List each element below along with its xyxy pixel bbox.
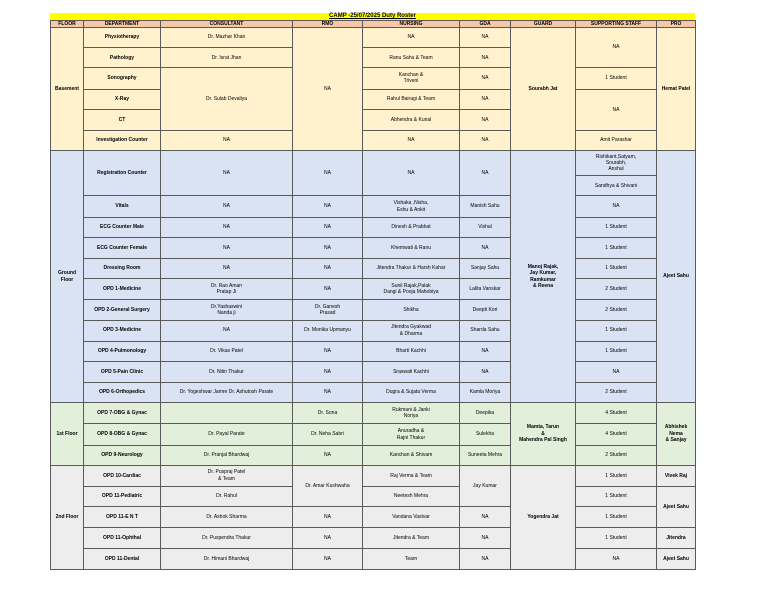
header-nursing: NURSING — [363, 21, 460, 28]
support-cell: 1 Student — [576, 528, 657, 548]
gda-cell: Jay Kumar — [460, 465, 511, 506]
gda-cell: Vishal — [460, 217, 511, 237]
table-row — [51, 403, 696, 424]
pro-cell: Hemat Patel — [657, 28, 696, 151]
consultant-cell: Dr. Sulab Devaliya — [161, 68, 293, 131]
floor-second: 2nd Floor — [51, 465, 84, 569]
rmo-cell: NA — [293, 279, 363, 300]
department-cell: Physiotherapy — [84, 28, 161, 48]
support-cell: 1 Student — [576, 507, 657, 528]
table-row — [51, 445, 696, 465]
consultant-cell: Dr. Puspendra Thakur — [161, 528, 293, 548]
support-cell: 2 Student — [576, 445, 657, 465]
nursing-cell: Vandana Vastvar — [363, 507, 460, 528]
table-row — [51, 361, 696, 382]
gda-cell: Kamla Moriya — [460, 383, 511, 403]
pro-cell: Vivek Raj — [657, 465, 696, 486]
rmo-cell: Dr. Sona — [293, 403, 363, 424]
table-row — [51, 279, 696, 300]
table-row — [51, 486, 696, 506]
table-row — [51, 465, 696, 486]
nursing-cell: Anuradha & Rajni Thakur — [363, 424, 460, 445]
department-cell: OPD 11-Ophthal — [84, 528, 161, 548]
nursing-cell: Abhendra & Kunal — [363, 109, 460, 130]
support-cell: 2 Student — [576, 383, 657, 403]
department-cell: OPD 5-Pain Clinic — [84, 361, 161, 382]
pro-cell: Abhishek Nema & Sanjay — [657, 403, 696, 466]
gda-cell: NA — [460, 89, 511, 109]
table-row — [51, 151, 696, 176]
consultant-cell: Dr. Pranjal Bhardwaj — [161, 445, 293, 465]
consultant-cell: NA — [161, 217, 293, 237]
consultant-cell — [161, 403, 293, 424]
floor-ground: Ground Floor — [51, 151, 84, 403]
header-floor: FLOOR — [51, 21, 84, 28]
table-row — [51, 89, 696, 109]
support-cell: 2 Student — [576, 300, 657, 320]
consultant-cell: NA — [161, 196, 293, 217]
header-supporting-staff: SUPPORTING STAFF — [576, 21, 657, 28]
guard-cell: Sourabh Jat — [511, 28, 576, 151]
nursing-cell: Rukmani & Janki Noriya — [363, 403, 460, 424]
floor-basement: Basement — [51, 28, 84, 151]
department-cell: OPD 9-Neurology — [84, 445, 161, 465]
roster-table — [50, 20, 696, 570]
gda-cell: NA — [460, 528, 511, 548]
guard-cell: Manoj Rajak, Jay Kumar, Ramkumar & Reena — [511, 151, 576, 403]
table-row — [51, 341, 696, 361]
support-cell: 2 Student — [576, 279, 657, 300]
nursing-cell: Dinesh & Prabhat — [363, 217, 460, 237]
rmo-cell: NA — [293, 28, 363, 151]
support-cell: NA — [576, 361, 657, 382]
consultant-cell: Dr. Himani Bhardwaj — [161, 548, 293, 569]
gda-cell: NA — [460, 361, 511, 382]
department-cell: OPD 6-Orthopedics — [84, 383, 161, 403]
nursing-cell: Kanchan & Triveni — [363, 68, 460, 89]
gda-cell: NA — [460, 341, 511, 361]
department-cell: OPD 1-Medicine — [84, 279, 161, 300]
nursing-cell: NA — [363, 28, 460, 48]
pro-cell: Jitendra — [657, 528, 696, 548]
nursing-cell: NA — [363, 130, 460, 150]
table-row — [51, 237, 696, 258]
nursing-cell: Jitendra Gyakwad & Dharma — [363, 320, 460, 341]
rmo-cell: NA — [293, 528, 363, 548]
department-cell: OPD 11-Dental — [84, 548, 161, 569]
support-cell: 4 Student — [576, 424, 657, 445]
gda-cell: Suneeta Mehra — [460, 445, 511, 465]
gda-cell: Deepika — [460, 403, 511, 424]
nursing-cell: Team — [363, 548, 460, 569]
nursing-cell: Jitendra & Team — [363, 528, 460, 548]
support-cell: 1 Student — [576, 217, 657, 237]
table-row — [51, 383, 696, 403]
rmo-cell: NA — [293, 237, 363, 258]
department-cell: OPD 8-OBG & Gynac — [84, 424, 161, 445]
department-cell: Registration Counter — [84, 151, 161, 196]
pro-cell: Ajeet Sahu — [657, 151, 696, 403]
department-cell: OPD 11-Pediatric — [84, 486, 161, 506]
nursing-cell: Shikha — [363, 300, 460, 320]
roster-title: CAMP -25/07/2025 Duty Roster — [50, 13, 695, 20]
table-row — [51, 300, 696, 320]
department-cell: Investigation Counter — [84, 130, 161, 150]
header-rmo: RMO — [293, 21, 363, 28]
gda-cell: Sanjay Sahu — [460, 259, 511, 279]
consultant-cell: Dr. Ashok Sharma — [161, 507, 293, 528]
table-row — [51, 320, 696, 341]
gda-cell: Lalita Vanskar — [460, 279, 511, 300]
gda-cell: NA — [460, 109, 511, 130]
support-cell: Amit Parashar — [576, 130, 657, 150]
gda-cell: Sharda Sahu — [460, 320, 511, 341]
gda-cell: NA — [460, 130, 511, 150]
consultant-cell: Dr. Payal Parate — [161, 424, 293, 445]
rmo-cell: NA — [293, 548, 363, 569]
nursing-cell: Dugra & Sujata Verma — [363, 383, 460, 403]
support-cell: 4 Student — [576, 403, 657, 424]
department-cell: OPD 10-Cardiac — [84, 465, 161, 486]
guard-cell: Yogendra Jat — [511, 465, 576, 569]
department-cell: OPD 11-E N T — [84, 507, 161, 528]
duty-roster-sheet — [50, 13, 695, 570]
consultant-cell: Dr. Israt Jhan — [161, 48, 293, 68]
nursing-cell: Ranu Sahu & Team — [363, 48, 460, 68]
nursing-cell: Neetesh Mehra — [363, 486, 460, 506]
gda-cell: Deepti Kori — [460, 300, 511, 320]
rmo-cell: Dr. Ganesh Prasad — [293, 300, 363, 320]
department-cell: X-Ray — [84, 89, 161, 109]
nursing-cell: Kanchan & Shivam — [363, 445, 460, 465]
header-row — [51, 21, 696, 28]
consultant-cell: NA — [161, 237, 293, 258]
nursing-cell: Vishaka ,Nisha, Eshu & Ankit — [363, 196, 460, 217]
header-consultant: CONSULTANT — [161, 21, 293, 28]
nursing-cell: Sraswati Kachhi — [363, 361, 460, 382]
support-cell: 1 Student — [576, 68, 657, 89]
consultant-cell: NA — [161, 130, 293, 150]
nursing-cell: Bharti Kachhi — [363, 341, 460, 361]
table-row — [51, 548, 696, 569]
table-row — [51, 259, 696, 279]
department-cell: Pathology — [84, 48, 161, 68]
rmo-cell: NA — [293, 341, 363, 361]
gda-cell: NA — [460, 151, 511, 196]
header-guard: GUARD — [511, 21, 576, 28]
consultant-cell: Dr. Nitin Thakur — [161, 361, 293, 382]
department-cell: OPD 7-OBG & Gynac — [84, 403, 161, 424]
gda-cell: NA — [460, 28, 511, 48]
table-row — [51, 196, 696, 217]
support-cell: NA — [576, 28, 657, 68]
table-row — [51, 424, 696, 445]
rmo-cell: NA — [293, 217, 363, 237]
table-row — [51, 68, 696, 89]
consultant-cell: NA — [161, 151, 293, 196]
support-cell: NA — [576, 196, 657, 217]
guard-cell: Mamta, Tarun & Mahendra Pal Singh — [511, 403, 576, 466]
rmo-cell: NA — [293, 383, 363, 403]
nursing-cell: Khemwati & Ranu — [363, 237, 460, 258]
table-row — [51, 507, 696, 528]
consultant-cell: NA — [161, 320, 293, 341]
department-cell: ECG Counter Male — [84, 217, 161, 237]
floor-first: 1st Floor — [51, 403, 84, 466]
consultant-cell: Dr. Puspraj Patel & Team — [161, 465, 293, 486]
rmo-cell: NA — [293, 259, 363, 279]
consultant-cell: Dr. Rahul — [161, 486, 293, 506]
nursing-cell: Rahul Bairagi & Team — [363, 89, 460, 109]
support-cell: 1 Student — [576, 320, 657, 341]
rmo-cell: NA — [293, 151, 363, 196]
consultant-cell: Dr.Yashaswini Nanda ji — [161, 300, 293, 320]
pro-cell: Ajeet Sahu — [657, 486, 696, 527]
rmo-cell: NA — [293, 445, 363, 465]
consultant-cell: Dr. Mazhar Khan — [161, 28, 293, 48]
support-cell: 1 Student — [576, 341, 657, 361]
department-cell: Vitals — [84, 196, 161, 217]
department-cell: OPD 2-General Surgery — [84, 300, 161, 320]
rmo-cell: Dr. Neha Sabri — [293, 424, 363, 445]
consultant-cell: NA — [161, 259, 293, 279]
department-cell: ECG Counter Female — [84, 237, 161, 258]
table-row — [51, 528, 696, 548]
department-cell: OPD 4-Pulmonology — [84, 341, 161, 361]
support-cell: NA — [576, 89, 657, 130]
rmo-cell: NA — [293, 196, 363, 217]
header-department: DEPARTMENT — [84, 21, 161, 28]
gda-cell: Sulekha — [460, 424, 511, 445]
department-cell: Sonography — [84, 68, 161, 89]
gda-cell: NA — [460, 68, 511, 89]
support-cell: NA — [576, 548, 657, 569]
rmo-cell: Dr. Monika Upmanyu — [293, 320, 363, 341]
gda-cell: Manish Sahu — [460, 196, 511, 217]
rmo-cell: Dr. Amar Kushwaha — [293, 465, 363, 506]
department-cell: OPD 3-Medicine — [84, 320, 161, 341]
gda-cell: NA — [460, 48, 511, 68]
gda-cell: NA — [460, 507, 511, 528]
support-cell: 1 Student — [576, 465, 657, 486]
rmo-cell: NA — [293, 507, 363, 528]
nursing-cell: Raj Verma & Team — [363, 465, 460, 486]
pro-cell: Ajeet Sahu — [657, 548, 696, 569]
nursing-cell: Jitendra Thakur & Harsh Kahar — [363, 259, 460, 279]
support-cell: 1 Student — [576, 259, 657, 279]
table-row — [51, 217, 696, 237]
rmo-cell: NA — [293, 361, 363, 382]
support-cell: 1 Student — [576, 486, 657, 506]
support-cell: 1 Student — [576, 237, 657, 258]
nursing-cell: NA — [363, 151, 460, 196]
consultant-cell: Dr. Yogeshwar Jamre Dr. Ashutosh Parate — [161, 383, 293, 403]
department-cell: CT — [84, 109, 161, 130]
support-cell: Rishikant,Satyam, Sourabh, Anshul — [576, 151, 657, 176]
header-gda: GDA — [460, 21, 511, 28]
support-cell: Sandhya & Shivani — [576, 176, 657, 196]
table-row — [51, 28, 696, 48]
gda-cell: NA — [460, 548, 511, 569]
consultant-cell: Dr. Vikas Patel — [161, 341, 293, 361]
nursing-cell: Sunil Rajak,Palak Dangi & Pooja Mahobiya — [363, 279, 460, 300]
table-row — [51, 130, 696, 150]
header-pro: PRO — [657, 21, 696, 28]
consultant-cell: Dr. Rao Aman Pratap Ji — [161, 279, 293, 300]
department-cell: Dressing Room — [84, 259, 161, 279]
gda-cell: NA — [460, 237, 511, 258]
